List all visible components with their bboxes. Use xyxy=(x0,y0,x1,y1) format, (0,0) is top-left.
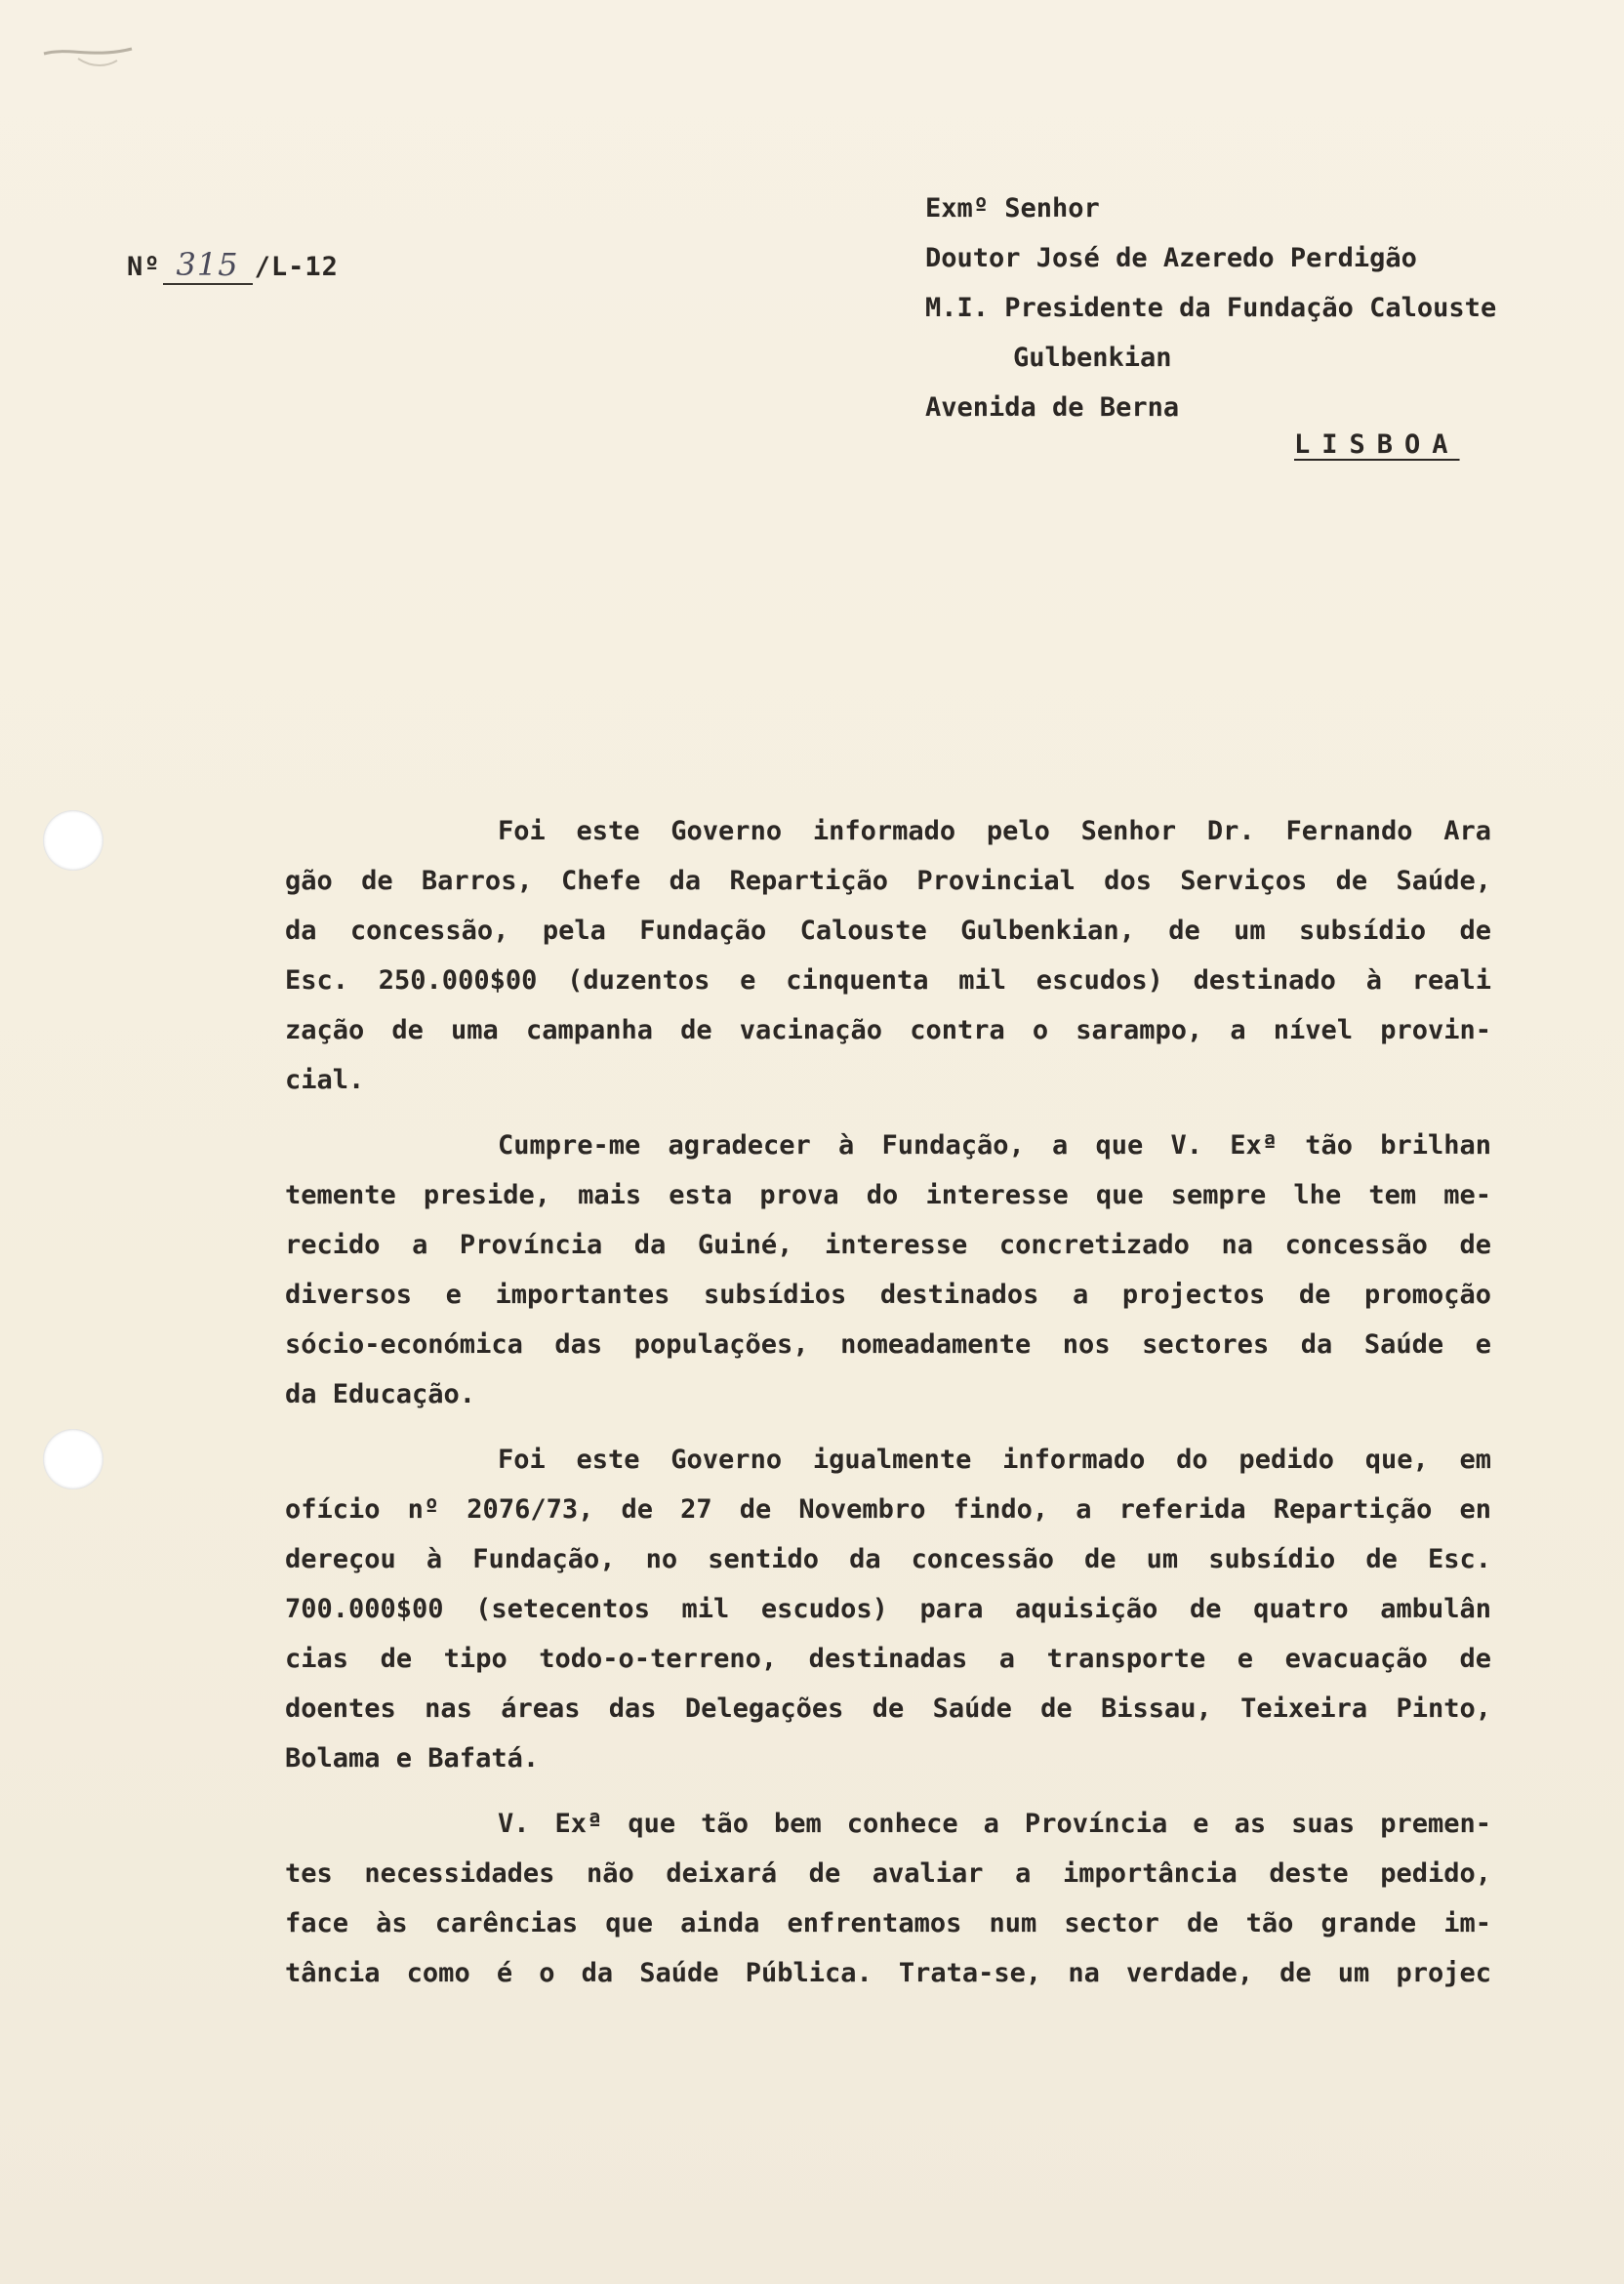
body-line: da concessão, pela Fundação Calouste Gulbenkian, de um subsídio de xyxy=(285,916,1491,946)
body-line: recido a Província da Guiné, interesse concretizado na concessão de xyxy=(285,1230,1491,1260)
body-line: sócio-económica das populações, nomeadamente nos sectores da Saúde e xyxy=(285,1329,1491,1360)
paragraph-3 xyxy=(285,1435,1491,1783)
body-line: zação de uma campanha de vacinação contra o sarampo, a nível provin- xyxy=(285,1015,1491,1045)
paragraph-4 xyxy=(285,1799,1491,1998)
addressee-line: Gulbenkian xyxy=(1013,343,1172,373)
ref-prefix: Nº xyxy=(127,252,161,282)
body-line: doentes nas áreas das Delegações de Saúde de Bissau, Teixeira Pinto, xyxy=(285,1693,1491,1724)
body-line: cial. xyxy=(285,1065,365,1095)
body-line: Esc. 250.000$00 (duzentos e cinquenta mil escudos) destinado à reali xyxy=(285,965,1491,996)
addressee-line: Doutor José de Azeredo Perdigão xyxy=(925,243,1417,273)
body-line: dereçou à Fundação, no sentido da concessão de um subsídio de Esc. xyxy=(285,1544,1491,1574)
body-line: face às carências que ainda enfrentamos num sector de tão grande im- xyxy=(285,1908,1491,1938)
addressee-city: LISBOA xyxy=(1294,429,1460,460)
punch-hole-top xyxy=(43,810,103,871)
paragraph-2 xyxy=(285,1121,1491,1419)
addressee-line: M.I. Presidente da Fundação Calouste xyxy=(925,293,1497,323)
body-line: ofício nº 2076/73, de 27 de Novembro findo, a referida Repartição en xyxy=(285,1494,1491,1525)
body-line: diversos e importantes subsídios destinados a projectos de promoção xyxy=(285,1280,1491,1310)
punch-hole-bottom xyxy=(43,1429,103,1489)
ref-handwritten-number: 315 xyxy=(163,246,253,285)
body-line: Cumpre-me agradecer à Fundação, a que V. Exª tão brilhan xyxy=(498,1130,1491,1161)
ref-suffix: /L-12 xyxy=(254,252,339,282)
body-line: Foi este Governo informado pelo Senhor Dr. Fernando Ara xyxy=(498,816,1491,846)
letter-body xyxy=(285,806,1491,1998)
addressee-line: Exmº Senhor xyxy=(925,193,1100,224)
body-line: da Educação. xyxy=(285,1379,476,1409)
body-line: gão de Barros, Chefe da Repartição Provincial dos Serviços de Saúde, xyxy=(285,866,1491,896)
torn-corner-mark xyxy=(39,39,146,78)
reference-number xyxy=(127,246,339,285)
body-line: cias de tipo todo-o-terreno, destinadas a transporte e evacuação de xyxy=(285,1644,1491,1674)
body-line: Foi este Governo igualmente informado do pedido que, em xyxy=(498,1445,1491,1475)
body-line: tes necessidades não deixará de avaliar a importância deste pedido, xyxy=(285,1858,1491,1889)
addressee-line: Avenida de Berna xyxy=(925,392,1180,423)
body-line: temente preside, mais esta prova do interesse que sempre lhe tem me- xyxy=(285,1180,1491,1210)
body-line: V. Exª que tão bem conhece a Província e as suas premen- xyxy=(498,1809,1491,1839)
body-line: Bolama e Bafatá. xyxy=(285,1743,540,1774)
paragraph-1 xyxy=(285,806,1491,1105)
body-line: 700.000$00 (setecentos mil escudos) para aquisição de quatro ambulân xyxy=(285,1594,1491,1624)
addressee-block xyxy=(925,184,1496,432)
body-line: tância como é o da Saúde Pública. Trata-se, na verdade, de um projec xyxy=(285,1958,1491,1988)
